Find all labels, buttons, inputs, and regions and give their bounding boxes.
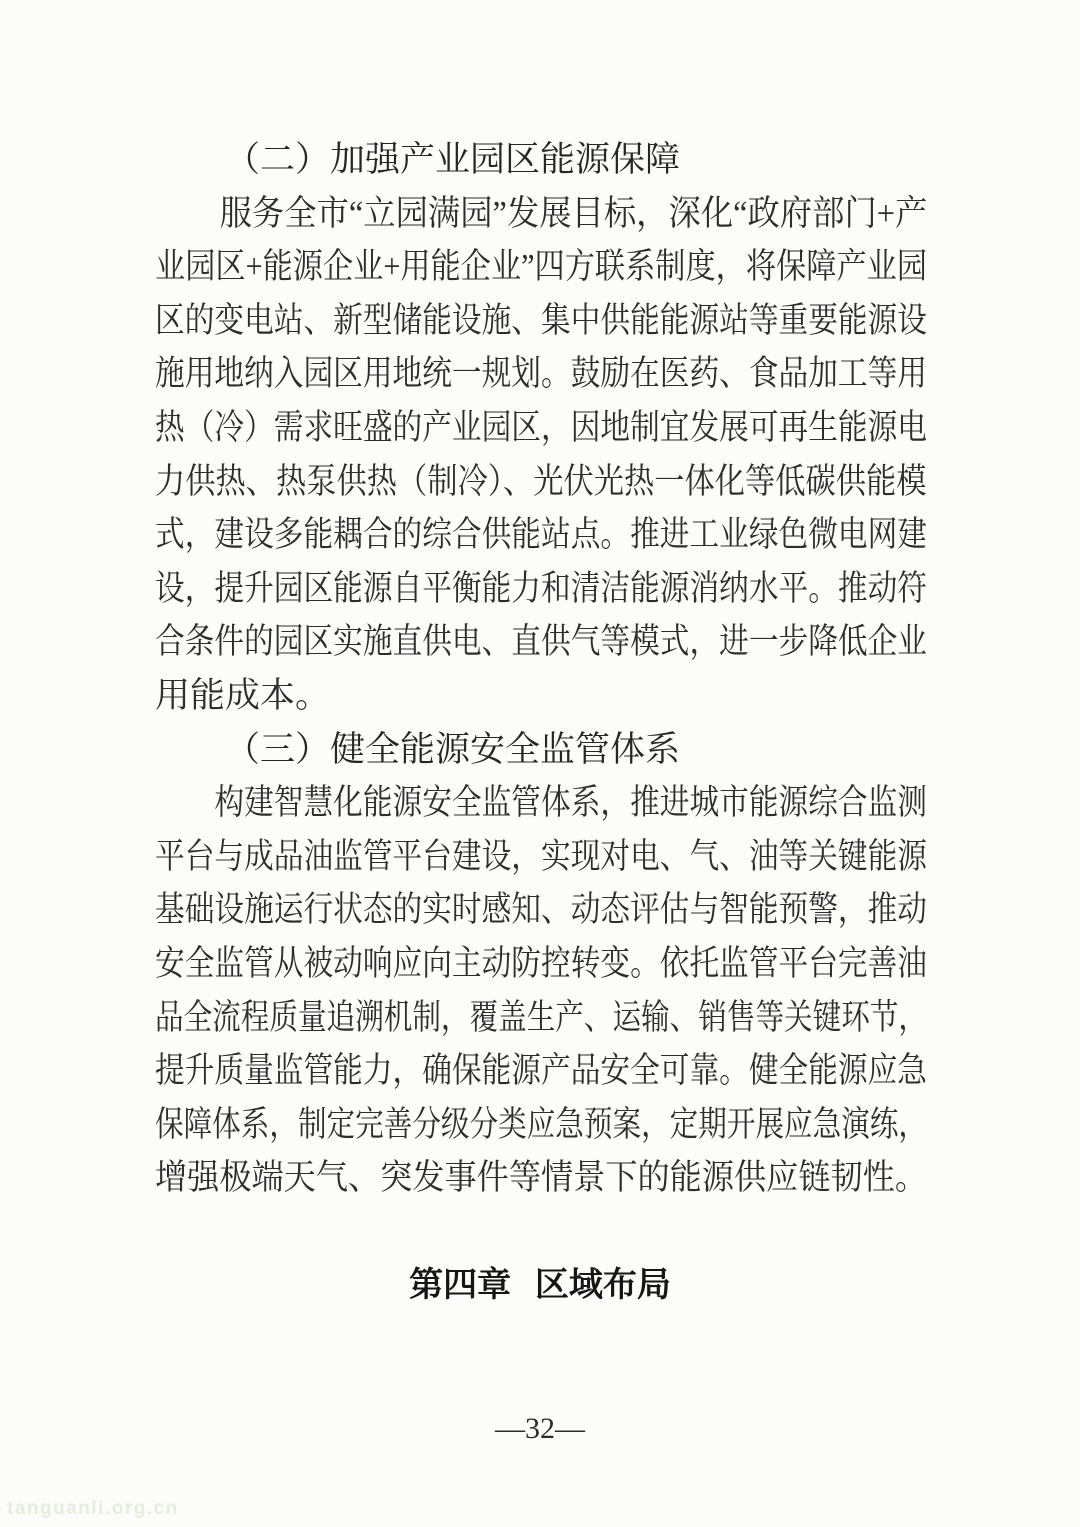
text-line: 保障体系，制定完善分级分类应急预案，定期开展应急演练， [155,1104,928,1144]
chapter-heading: 第四章 区域布局 [409,1267,671,1304]
text-line: 用能成本。 [155,675,331,715]
text-line: 构建智慧化能源安全监管体系，推进城市能源综合监测 [214,783,928,823]
text-line: 设，提升园区能源自平衡能力和清洁能源消纳水平。推动符 [155,568,928,608]
text-line: 增强极端天气、突发事件等情景下的能源供应链韧性。 [155,1158,928,1198]
text-line: 式，建设多能耦合的综合供能站点。推进工业绿色微电网建 [155,515,928,555]
section-heading-2: （二）加强产业园区能源保障 [225,140,681,179]
text-line: 业园区+能源企业+用能企业”四方联系制度，将保障产业园 [155,247,928,287]
paragraph-industrial-park-energy [155,187,927,723]
paragraph-energy-safety-regulation [155,776,927,1205]
text-line: 服务全市“立园满园”发展目标，深化“政府部门+产 [219,193,928,233]
text-line: 力供热、热泵供热（制冷）、光伏光热一体化等低碳供能模 [155,461,927,501]
watermark: tanguanli.org.cn [7,1498,179,1519]
text-line: 合条件的园区实施直供电、直供气等模式，进一步降低企业 [155,622,928,662]
text-line: 品全流程质量追溯机制，覆盖生产、运输、销售等关键环节， [155,997,928,1037]
section-heading-3: （三）健全能源安全监管体系 [225,729,681,769]
document-body [155,133,927,1205]
text-line: 热（冷）需求旺盛的产业园区，因地制宜发展可再生能源电 [155,407,928,447]
page-number: —32— [495,1412,585,1445]
text-line: 施用地纳入园区用地统一规划。鼓励在医药、食品加工等用 [155,354,928,394]
text-line: 区的变电站、新型储能设施、集中供能能源站等重要能源设 [155,300,928,340]
text-line: 提升质量监管能力，确保能源产品安全可靠。健全能源应急 [155,1051,928,1091]
text-line: 安全监管从被动响应向主动防控转变。依托监管平台完善油 [155,943,928,983]
text-line: 基础设施运行状态的实时感知、动态评估与智能预警，推动 [155,890,928,930]
text-line: 平台与成品油监管平台建设，实现对电、气、油等关键能源 [155,836,928,876]
